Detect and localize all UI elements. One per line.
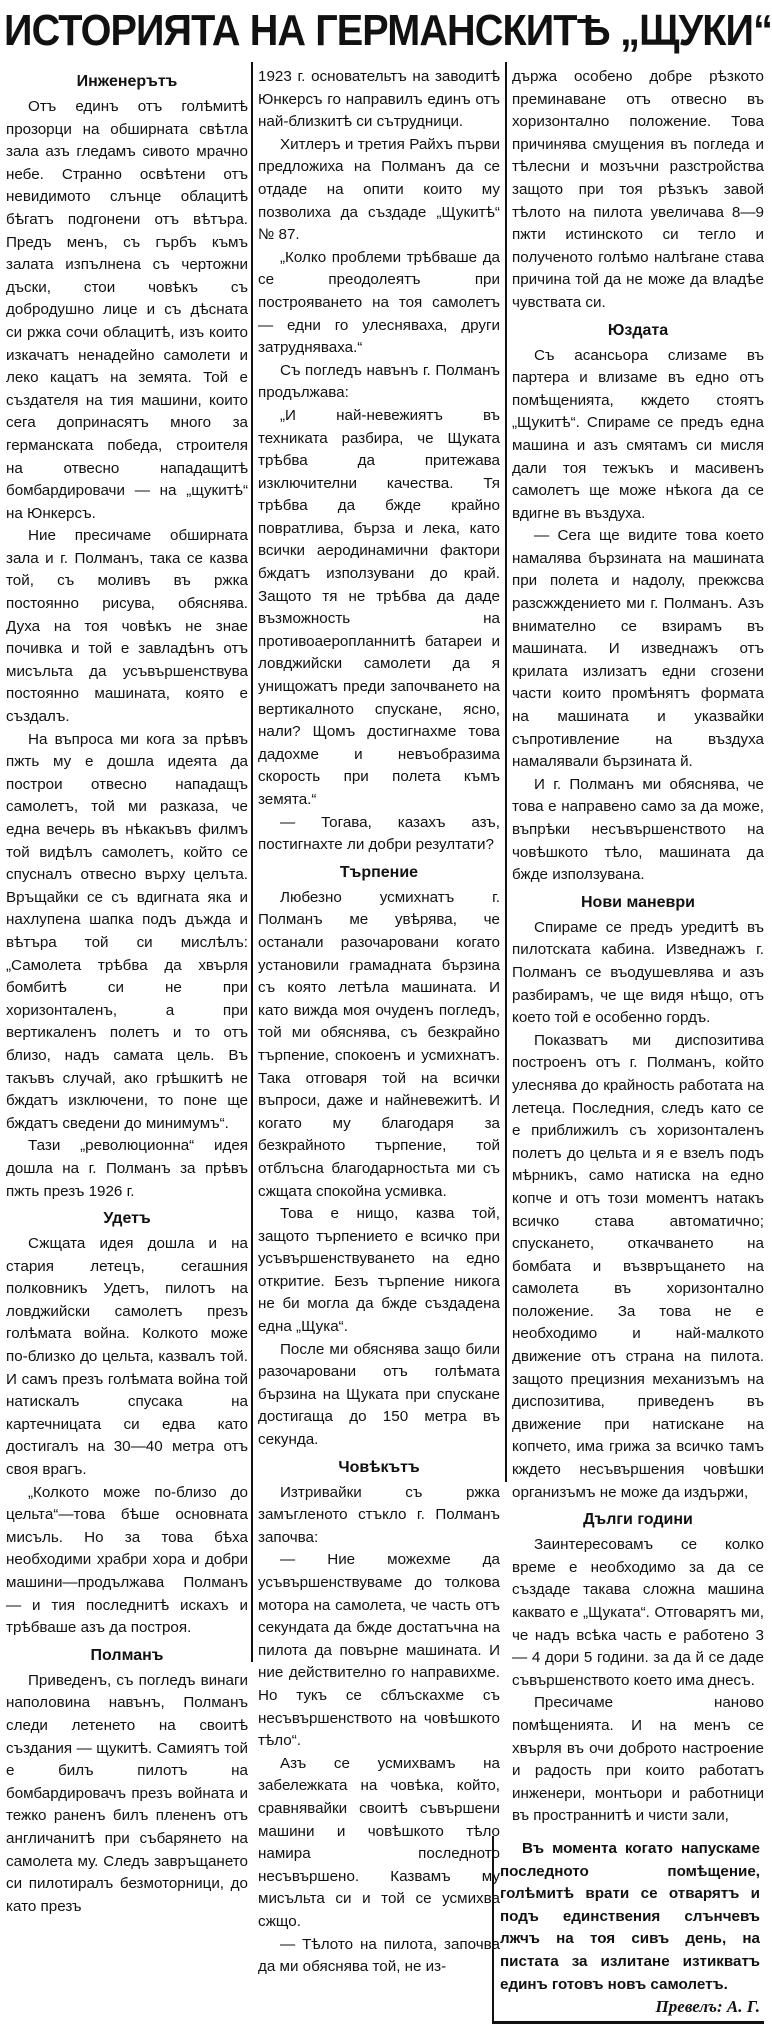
paragraph: И г. Полманъ ми обяснява, че това е направено само за да може, въпрѣки несъвършенството на човѣшкото тѣло, машината да бжде използувана. (512, 775, 764, 884)
paragraph: „Колко проблеми трѣбваше да се преодолеятъ при построяването на тоя самолетъ — едни го улесняваха, други затрудняваха.“ (258, 248, 500, 357)
paragraph: Спираме се предъ уредитѣ въ пилотската кабина. Изведнажъ г. Полманъ се въодушевлява и азъ разбирамъ, че ще видя нѣщо, отъ което той е особенно гордъ. (512, 918, 764, 1027)
subheading: Човѣкътъ (338, 1458, 420, 1476)
paragraph: Отъ единъ отъ голѣмитѣ прозорци на обширната свѣтла зала азъ гледамъ сивото мрачно небе. Странно освѣтени отъ невидимото слънце облацитѣ бѣгатъ подгонени отъ вѣтъра. Предъ менъ, съ гърбъ къмъ залата изпълнена съ чертожни дъски, стои човѣкъ съ добродушно лице и съ дѣсната си ржка сочи облацитѣ, изъ които изкачатъ ненадейно самолети и леко кацатъ на земята. Той е създателя на тия машини, които сега допринасятъ много за германската победа, строителя на отвесно нападащитѣ бомбардировачи — на „щукитѣ“ на Юнкерсъ. (6, 98, 248, 522)
paragraph: Пресичаме наново помѣщенията. И на менъ се хвърля въ очи доброто настроение и радость при които работатъ инженери, монтьори и работници въ пространнитѣ и чисти зали, (512, 1694, 764, 1825)
paragraph: После ми обяснява защо били разочаровани отъ голѣмата бързина на Щуката при спускане достигаща до 150 метра въ секунда. (258, 1340, 500, 1449)
subheading: Полманъ (90, 1646, 164, 1664)
paragraph: Приведенъ, съ погледъ винаги наполовина навънъ, Полманъ следи летенето на своитѣ създания — щукитѣ. Самиятъ той е билъ пилотъ на бомбардировачъ презъ войната и тежко раненъ билъ плененъ отъ англичанитѣ при събарянето на самолета му. Следъ завръщането си пилотиралъ безмоторници, до като презъ (6, 1671, 248, 1915)
closing-box (492, 1836, 764, 2024)
column-2 (258, 66, 500, 1979)
paragraph: „Колкото може по-близо до цельта“—това бѣше основната мисъль. Но за това бѣха необходими храбри хора и добри машини—продължава Полманъ — и тия последнитѣ искахъ и трѣбваше азъ да построя. (6, 1483, 248, 1637)
paragraph: Ние пресичаме обширната зала и г. Полманъ, така се казва той, съ моливъ въ ржка постоянно рисува, обяснява. Духа на тоя човѣкъ не знае почивка и той е завладѣнъ отъ мисъльта да усъвършенствува постоянно машината, която е създалъ. (6, 527, 248, 726)
subheading: Търпение (339, 863, 419, 881)
paragraph: Любезно усмихнатъ г. Полманъ ме увѣрява, че останали разочаровани когато установили грамадната бързина съ която летѣла машината. И като вижда моя очуденъ погледъ, той ми обяснява, съ безкрайно търпение, спокоенъ и усмихнатъ. Така отговаря той на всички въпроси, даже и найневежитѣ. И когато му благодаря за безкрайното търпение, той отблъсна благодарностьта ми съ сжщата спокойна усмивка. (258, 888, 500, 1200)
subheading: Инженерътъ (76, 73, 178, 90)
paragraph: „И най-невежиятъ въ техниката разбира, че Щуката трѣбва да притежава изключителни качества. Тя трѣбва да бжде крайно повратлива, бърза и лека, като всички аеродинамични фактори бждатъ използувани до край. Защото тя не трѣбва да даде възможность на противоаеропланнитѣ батареи и ловджийски самолети да я унищожатъ преди започването на вертикалното спускане, ясно, нали? Щомъ достигнахме това дадохме и невъобразима скорость при полета къмъ земята.“ (258, 406, 500, 808)
paragraph: На въпроса ми кога за прѣвъ пжть му е дошла идеята да построи отвесно нападащъ самолетъ, той ми разказа, че една вечерь въ нѣкакъвъ филмъ той видѣлъ самолетъ, който се спусналъ отвесно върху целъта. Връщайки се съ вдигната яка и нахлупена шапка подъ дъжда и вѣтъра той си мислѣлъ: „Самолета трѣбва да хвърля бомбитѣ си не при хоризонталенъ, а при вертикаленъ полетъ и то отъ близо, надъ самата цель. Въ такъвъ случай, ако грѣшкитѣ не бждатъ изключени, то поне ще бждатъ сведени до минимумъ“. (6, 730, 248, 1132)
paragraph: Заинтересовамъ се колко време е необходимо за да се създаде такава сложна машина каквато е „Щуката“. Отговарятъ ми, че надъ всѣка часть е работено 3 — 4 дори 5 години. за да й се даде съвършенството което има днесъ. (512, 1536, 764, 1689)
column-divider (505, 62, 507, 1482)
paragraph: — Сега ще видите това което намалява бързината на машината при полета и надолу, прекжсва разсжждението ми г. Полманъ. Азъ внимателно се взирамъ въ машината. И изведнажъ отъ крилата излизатъ едни сгозени части които промѣнятъ формата на машината и указвайки съпротивление на въздуха намалявали бързината й. (512, 527, 764, 771)
subheading: Нови маневри (581, 893, 695, 911)
paragraph: Показватъ ми диспозитива построенъ отъ г. Полманъ, който улеснява до крайность работата на летеца. Последния, следъ като се е приближилъ съ хоризонталенъ полетъ до цельта и я е взелъ подъ мѣрникъ, само натиска на едно копче и отъ този моментъ натакъ всичко става автоматично; спускането, откачването на бомбата и възвръщането на самолета въ хоризонтално положение. За това не е необходимо и най-малкото движение отъ страна на пилота. защото прецизния механизъмъ на диспозитива, приведенъ въ движение при натискане на копчето, има грижа за всичко тамъ кждето несъвършения човѣшки организъмъ не може да издържи, (512, 1031, 764, 1501)
paragraph: Азъ се усмихвамъ на забележката на човѣка, който, сравнявайки своитѣ съвършени машини и човѣшкото тѣло намира последното несъвършено. Казвамъ му мисъльта си и той се усмихва сжщо. (258, 1754, 500, 1930)
paragraph: — Тогава, казахъ азъ, постигнахте ли добри резултати? (258, 813, 500, 854)
paragraph: Изтривайки съ ржка замъгленото стъкло г. Полманъ започва: (258, 1483, 500, 1546)
paragraph: Сжщата идея дошла и на стария летецъ, сегашния полковникъ Удетъ, пилотъ на ловджийски самолетъ презъ голѣмата война. Колкото може по-близко до цельта, казвалъ той. И самъ презъ голѣмата война той натискалъ спусака на картечницата си едва като достигалъ на 30—40 метра отъ своя врагъ. (6, 1235, 248, 1479)
paragraph: 1923 г. основательтъ на заводитѣ Юнкерсъ го направилъ единъ отъ най-близкитѣ си сътрудници. (258, 68, 500, 131)
translator-signature: Превелъ: А. Г. (655, 1997, 760, 2017)
paragraph: Хитлеръ и третия Райхъ първи предложиха на Полманъ да се отдаде на опити които му позволиха да създаде „Щукитѣ“ № 87. (258, 135, 500, 244)
paragraph: Тази „революционна“ идея дошла на г. Полманъ за прѣвъ пжть презъ 1926 г. (6, 1137, 248, 1200)
subheading: Дълги години (583, 1511, 693, 1529)
subheading: Юздата (607, 321, 669, 339)
article-title: ИСТОРИЯТА НА ГЕРМАНСКИТѢ „ЩУКИ“ (4, 6, 772, 55)
paragraph: Това е нищо, казва той, защото търпението е всичко при усъвършенствуването на едно откритие. Безъ търпение никога не би могла да бжде създадена една „Щука“. (258, 1205, 500, 1336)
subheading: Удетъ (103, 1210, 151, 1228)
column-divider (251, 62, 253, 1662)
paragraph: Съ погледъ навънъ г. Полманъ продължава: (258, 361, 500, 402)
paragraph: Въ момента когато напускаме последното помѣщение, голѣмитѣ врати се отварятъ и подъ единствения слънчевъ лжчъ на тоя сивъ день, на пистата за излитане изтикватъ единъ готовъ новъ самолетъ. (500, 1839, 760, 1993)
paragraph: — Тѣлото на пилота, започва да ми обяснява той, не из- (258, 1935, 500, 1976)
column-3 (500, 66, 764, 2024)
column-1 (6, 66, 248, 1918)
paragraph: Съ асансьора слизаме въ партера и влизаме въ едно отъ помѣщенията, кждето стоятъ „Щукитѣ“. Спираме се предъ една машина и азъ смятамъ си мисля дали тоя тежъкъ и масивенъ самолетъ ще може нѣкога да се вдигне въ въздуха. (512, 346, 764, 522)
paragraph: държа особено добре рѣзкото преминаване отъ отвесно въ хоризонтално положение. Това причинява смущения въ погледа и тѣлесни и мозъчни разстройства защото при тоя рѣзъкъ завой тѣлото на пилота увеличава 8—9 пжти истинското си тегло и полученото голѣмо налѣгане става причина той да не може да владѣе чувствата си. (512, 68, 764, 311)
paragraph: — Ние можехме да усъвършенствуваме до толкова мотора на самолета, че часть отъ секундата да бжде достатъчна на пилота да повърне машината. И ние действително го направихме. Но тукъ се сблъскахме съ несъвършенството на човѣшкото тѣло“. (258, 1551, 500, 1750)
